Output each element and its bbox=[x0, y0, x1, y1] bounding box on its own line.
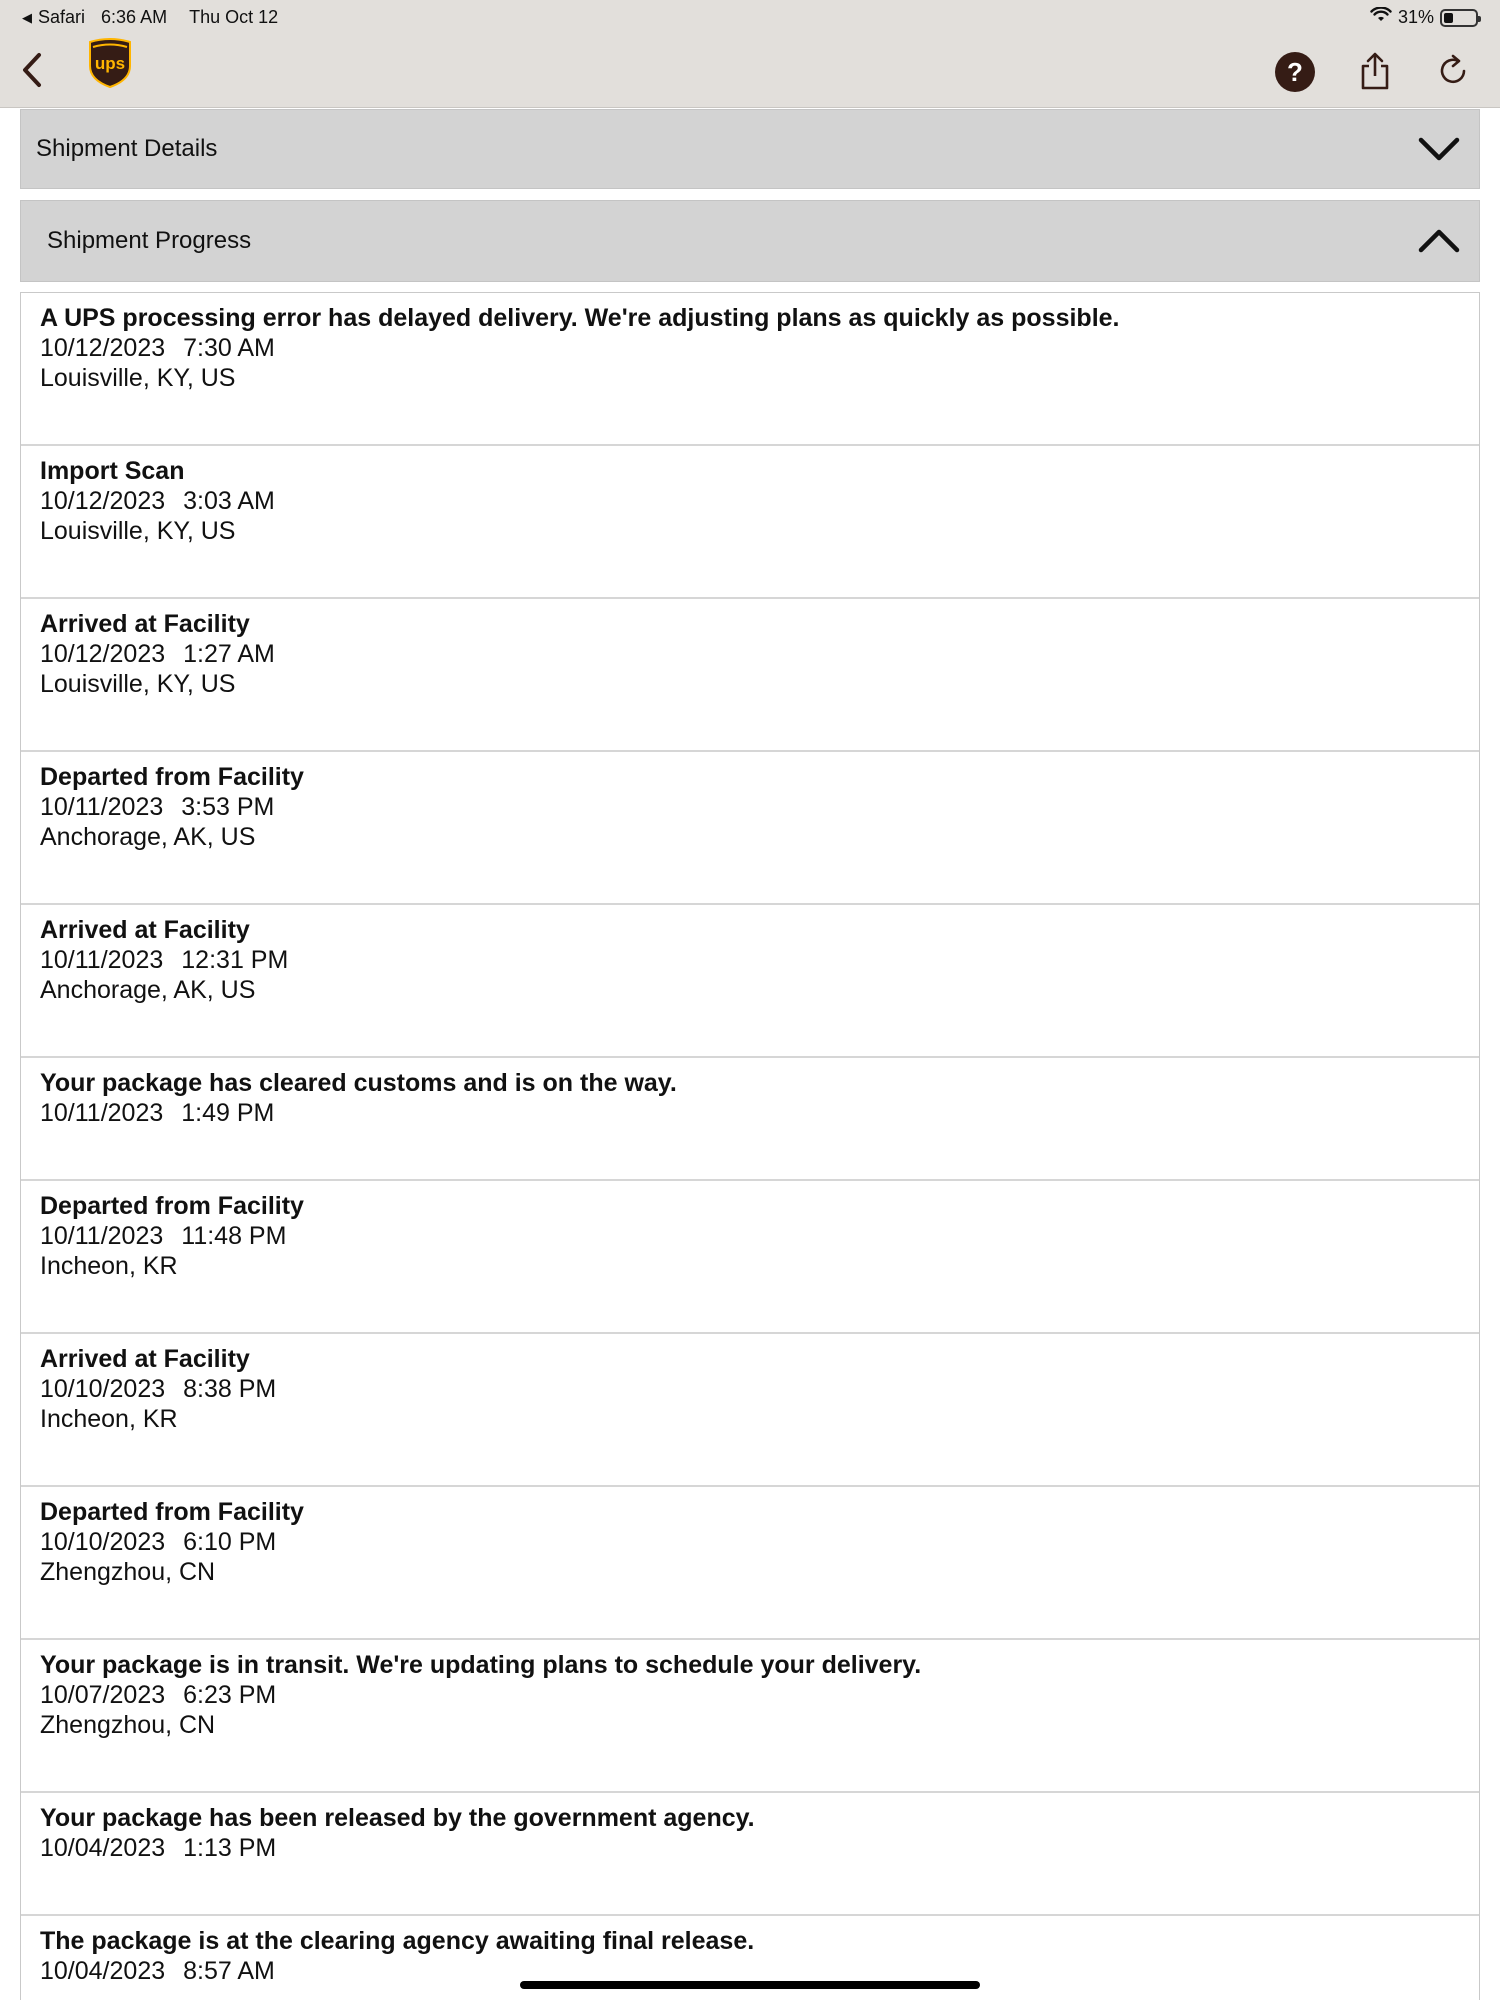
event-status: Departed from Facility bbox=[40, 763, 304, 791]
event-date: 10/12/2023 bbox=[40, 334, 166, 362]
event-time: 12:31 PM bbox=[181, 946, 289, 974]
event-datetime bbox=[40, 1527, 1479, 1557]
status-time: 6:36 AM bbox=[101, 7, 168, 27]
progress-event-row bbox=[21, 1487, 1479, 1640]
event-location: Louisville, KY, US bbox=[40, 517, 236, 545]
event-status: Arrived at Facility bbox=[40, 1345, 250, 1373]
event-datetime bbox=[40, 333, 1479, 363]
help-button[interactable] bbox=[1275, 52, 1315, 92]
back-chevron-icon bbox=[19, 52, 45, 88]
event-date: 10/04/2023 bbox=[40, 1834, 166, 1862]
event-time: 8:57 AM bbox=[183, 1957, 275, 1985]
battery-icon bbox=[1440, 9, 1478, 27]
shipment-progress-list bbox=[20, 292, 1480, 2000]
event-status: Your package is in transit. We're updating plans to schedule your delivery. bbox=[40, 1651, 922, 1679]
status-date: Thu Oct 12 bbox=[189, 7, 279, 27]
event-status: Arrived at Facility bbox=[40, 610, 250, 638]
event-date: 10/04/2023 bbox=[40, 1957, 166, 1985]
event-location: Anchorage, AK, US bbox=[40, 976, 256, 1004]
event-time: 3:53 PM bbox=[181, 793, 275, 821]
event-time: 7:30 AM bbox=[183, 334, 275, 362]
event-location: Zhengzhou, CN bbox=[40, 1558, 216, 1586]
event-date: 10/11/2023 bbox=[40, 946, 164, 974]
event-status: Departed from Facility bbox=[40, 1498, 304, 1526]
shipment-progress-header[interactable] bbox=[20, 200, 1480, 282]
event-time: 3:03 AM bbox=[183, 487, 275, 515]
event-status: The package is at the clearing agency awaiting final release. bbox=[40, 1927, 755, 1955]
shipment-details-label: Shipment Details bbox=[36, 135, 218, 162]
event-status: Your package has been released by the government agency. bbox=[40, 1804, 755, 1832]
event-datetime bbox=[40, 1374, 1479, 1404]
top-bar bbox=[0, 0, 1500, 108]
event-date: 10/11/2023 bbox=[40, 1222, 164, 1250]
shipment-details-header[interactable] bbox=[20, 109, 1480, 189]
event-date: 10/07/2023 bbox=[40, 1681, 166, 1709]
reload-icon bbox=[1434, 52, 1472, 90]
event-location: Zhengzhou, CN bbox=[40, 1711, 216, 1739]
event-time: 1:27 AM bbox=[183, 640, 275, 668]
event-time: 6:10 PM bbox=[183, 1528, 277, 1556]
progress-event-row bbox=[21, 599, 1479, 752]
event-status: A UPS processing error has delayed delivery. We're adjusting plans as quickly as possible. bbox=[40, 304, 1120, 332]
back-app-label[interactable]: Safari bbox=[38, 7, 86, 27]
event-location: Anchorage, AK, US bbox=[40, 823, 256, 851]
ups-shield-logo bbox=[88, 38, 132, 88]
chevron-down-icon bbox=[1417, 135, 1461, 163]
event-location: Louisville, KY, US bbox=[40, 364, 236, 392]
progress-event-row bbox=[21, 1058, 1479, 1181]
event-time: 11:48 PM bbox=[181, 1222, 287, 1250]
event-datetime bbox=[40, 1680, 1479, 1710]
event-time: 1:49 PM bbox=[181, 1099, 275, 1127]
battery-percent: 31% bbox=[1397, 7, 1434, 27]
event-location: Incheon, KR bbox=[40, 1252, 178, 1280]
back-button[interactable] bbox=[14, 50, 50, 90]
event-datetime bbox=[40, 1098, 1479, 1128]
chevron-up-icon bbox=[1417, 227, 1461, 255]
progress-event-row bbox=[21, 1181, 1479, 1334]
home-indicator[interactable] bbox=[520, 1981, 980, 1989]
event-time: 1:13 PM bbox=[183, 1834, 277, 1862]
event-date: 10/10/2023 bbox=[40, 1528, 166, 1556]
progress-event-row bbox=[21, 1793, 1479, 1916]
event-status: Import Scan bbox=[40, 457, 185, 485]
event-date: 10/12/2023 bbox=[40, 487, 166, 515]
event-status: Arrived at Facility bbox=[40, 916, 250, 944]
event-date: 10/11/2023 bbox=[40, 1099, 164, 1127]
reload-button[interactable] bbox=[1434, 52, 1472, 90]
back-to-app-icon[interactable]: ◀ bbox=[22, 9, 32, 25]
event-date: 10/10/2023 bbox=[40, 1375, 166, 1403]
status-bar bbox=[0, 0, 1500, 34]
share-icon bbox=[1357, 50, 1393, 92]
wifi-icon bbox=[1370, 7, 1392, 28]
shipment-progress-label: Shipment Progress bbox=[47, 227, 252, 254]
event-datetime bbox=[40, 945, 1479, 975]
progress-event-row bbox=[21, 1640, 1479, 1793]
event-location: Incheon, KR bbox=[40, 1405, 178, 1433]
progress-event-row bbox=[21, 752, 1479, 905]
event-time: 8:38 PM bbox=[183, 1375, 277, 1403]
event-status: Your package has cleared customs and is on the way. bbox=[40, 1069, 677, 1097]
event-status: Departed from Facility bbox=[40, 1192, 304, 1220]
ups-logo-text: ups bbox=[94, 54, 126, 73]
help-icon: ? bbox=[1287, 56, 1303, 87]
event-time: 6:23 PM bbox=[183, 1681, 277, 1709]
event-datetime bbox=[40, 486, 1479, 516]
progress-event-row bbox=[21, 1334, 1479, 1487]
event-datetime bbox=[40, 1221, 1479, 1251]
event-datetime bbox=[40, 639, 1479, 669]
progress-event-row bbox=[21, 293, 1479, 446]
progress-event-row bbox=[21, 905, 1479, 1058]
event-datetime bbox=[40, 1833, 1479, 1863]
event-date: 10/11/2023 bbox=[40, 793, 164, 821]
event-date: 10/12/2023 bbox=[40, 640, 166, 668]
event-datetime bbox=[40, 792, 1479, 822]
event-location: Louisville, KY, US bbox=[40, 670, 236, 698]
share-button[interactable] bbox=[1357, 50, 1393, 92]
progress-event-row bbox=[21, 446, 1479, 599]
